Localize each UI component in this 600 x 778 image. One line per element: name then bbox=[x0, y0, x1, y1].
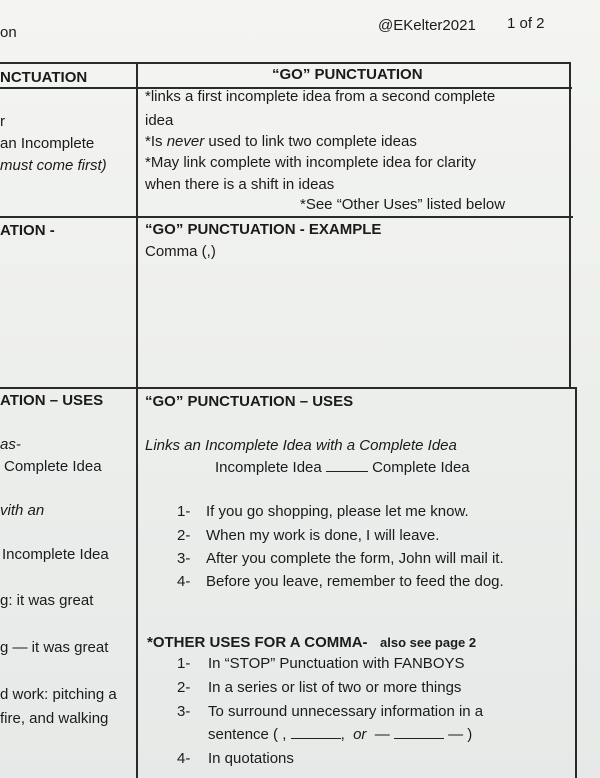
left-uses-header: ATION – USES bbox=[0, 392, 104, 409]
rule-line-4: *May link complete with incomplete idea for clarity bbox=[145, 154, 476, 171]
other-use-number: 4- bbox=[177, 750, 191, 767]
rule-line-2: idea bbox=[145, 112, 174, 129]
other-uses-note: also see page 2 bbox=[380, 635, 477, 650]
see-other-uses-note: *See “Other Uses” listed below bbox=[300, 196, 506, 213]
left-column-header: NCTUATION bbox=[0, 69, 88, 86]
rule-line-1: *links a first incomplete idea from a second complete bbox=[145, 88, 496, 105]
example-sentence: If you go shopping, please let me know. bbox=[206, 503, 469, 520]
sentence-prefix: sentence ( , bbox=[208, 726, 287, 743]
table-row-divider-1 bbox=[0, 216, 573, 218]
left-uses-line: vith an bbox=[0, 502, 45, 519]
table-top-border bbox=[0, 62, 570, 64]
pattern-blank bbox=[326, 459, 368, 472]
left-rule-line-2: an Incomplete bbox=[0, 135, 95, 152]
pattern-left: Incomplete Idea bbox=[215, 459, 322, 476]
example-sentence: When my work is done, I will leave. bbox=[206, 527, 440, 544]
example-sentence: After you complete the form, John will mail it. bbox=[206, 550, 504, 567]
table-row-divider-2 bbox=[0, 387, 576, 389]
table-column-divider bbox=[136, 62, 138, 778]
rule-text: *Is bbox=[145, 133, 167, 150]
sentence-dash-close: — ) bbox=[448, 726, 473, 743]
left-uses-line: Complete Idea bbox=[4, 458, 102, 475]
example-value: Comma (,) bbox=[145, 243, 216, 260]
left-uses-line: as- bbox=[0, 436, 21, 453]
other-use-text: In quotations bbox=[208, 750, 294, 767]
example-sentence: Before you leave, remember to feed the dog. bbox=[206, 573, 504, 590]
sentence-or: or bbox=[353, 726, 367, 743]
pattern-line bbox=[215, 459, 470, 476]
sentence-blank-1 bbox=[291, 726, 341, 739]
left-rule-line-3: must come first) bbox=[0, 157, 107, 174]
sentence-dash: — bbox=[374, 726, 390, 743]
table-right-border-bottom bbox=[575, 387, 577, 778]
left-uses-line: fire, and walking bbox=[0, 710, 109, 727]
other-use-number: 1- bbox=[177, 655, 191, 672]
rule-text: used to link two complete ideas bbox=[204, 133, 417, 150]
left-uses-line: g: it was great bbox=[0, 592, 94, 609]
left-uses-line: g — it was great bbox=[0, 639, 109, 656]
other-use-number: 2- bbox=[177, 679, 191, 696]
table-right-border-top bbox=[569, 62, 571, 388]
uses-intro: Links an Incomplete Idea with a Complete Idea bbox=[145, 437, 457, 454]
uses-header: “GO” PUNCTUATION – USES bbox=[145, 393, 354, 410]
other-uses-header: *OTHER USES FOR A COMMA- bbox=[147, 634, 368, 651]
left-uses-line: Incomplete Idea bbox=[2, 546, 109, 563]
rule-line-5: when there is a shift in ideas bbox=[145, 176, 335, 193]
other-use-text: In “STOP” Punctuation with FANBOYS bbox=[208, 655, 465, 672]
page-number: 1 of 2 bbox=[507, 15, 545, 32]
other-use-text: In a series or list of two or more things bbox=[208, 679, 462, 696]
example-number: 1- bbox=[177, 503, 191, 520]
example-number: 3- bbox=[177, 550, 191, 567]
rule-line-3 bbox=[145, 133, 417, 150]
example-number: 4- bbox=[177, 573, 191, 590]
author-handle: @EKelter2021 bbox=[378, 17, 476, 34]
go-punctuation-header: “GO” PUNCTUATION bbox=[272, 66, 423, 83]
rule-emphasis: never bbox=[166, 133, 205, 150]
left-uses-line: d work: pitching a bbox=[0, 686, 117, 703]
sentence-comma: , bbox=[340, 726, 345, 743]
header-left-fragment: on bbox=[0, 24, 17, 41]
pattern-right: Complete Idea bbox=[372, 459, 470, 476]
sentence-pattern-line bbox=[208, 726, 472, 743]
left-rule-line-1: r bbox=[0, 113, 5, 130]
example-header: “GO” PUNCTUATION - EXAMPLE bbox=[145, 221, 382, 238]
other-use-text: To surround unnecessary information in a bbox=[208, 703, 484, 720]
left-example-header: ATION - bbox=[0, 222, 55, 239]
example-number: 2- bbox=[177, 527, 191, 544]
other-use-number: 3- bbox=[177, 703, 191, 720]
sentence-blank-2 bbox=[394, 726, 444, 739]
